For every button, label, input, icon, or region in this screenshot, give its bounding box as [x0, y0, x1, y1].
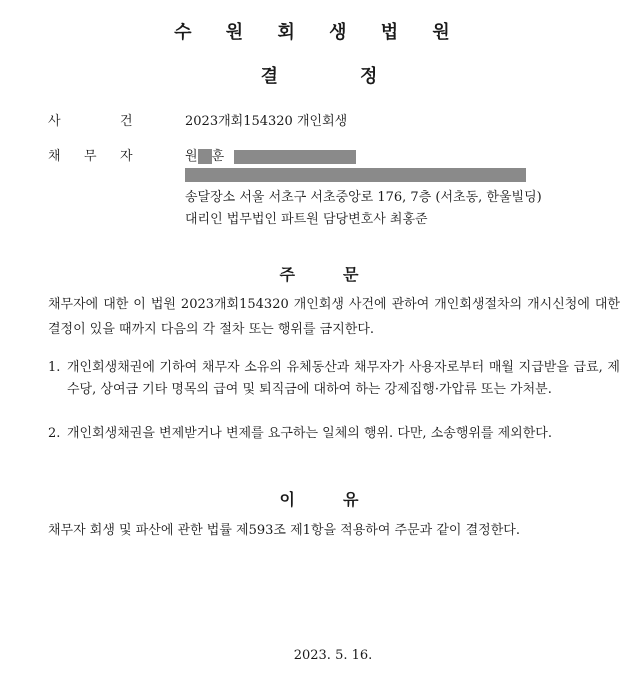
order-title-right: 문: [343, 265, 359, 284]
decision-date: 2023. 5. 16.: [293, 648, 373, 663]
order-item: [48, 423, 620, 445]
redacted-name-block: [198, 149, 212, 164]
order-item-text: 개인회생채권을 변제받거나 변제를 요구하는 일체의 행위. 다만, 소송행위를 제외한다.: [67, 426, 552, 441]
debtor-name-last: 훈: [211, 149, 225, 164]
court-name: 수 원 회 생 법 원: [174, 22, 464, 43]
document-type-left: 결: [260, 66, 278, 87]
redacted-id-block: [234, 150, 356, 164]
reason-title-right: 유: [343, 490, 359, 509]
debtor-name-first: 원: [185, 149, 198, 164]
order-item: [48, 357, 620, 401]
reason-section-title: [0, 487, 638, 510]
service-address: 송달장소 서울 서초구 서초중앙로 176, 7층 (서초동, 한울빌딩): [185, 190, 542, 205]
debtor-label: [48, 145, 185, 164]
document-type-title: [0, 62, 638, 88]
order-section-title: [0, 262, 638, 285]
case-label: [48, 110, 185, 129]
order-intro-paragraph: 채무자에 대한 이 법원 2023개회154320 개인회생 사건에 관하여 개인회생절차의 개시신청에 대한 결정이 있을 때까지 다음의 각 절차 또는 행위를 금지한다.: [48, 297, 620, 337]
debtor-label-char: 자: [120, 149, 133, 164]
case-number: 2023개회154320 개인회생: [185, 114, 348, 129]
debtor-label-char: 무: [84, 149, 97, 164]
order-item-number: 2.: [48, 426, 61, 441]
document-type-right: 정: [360, 66, 378, 87]
case-label-char: 사: [48, 114, 61, 129]
representative: 대리인 법무법인 파트원 담당변호사 최홍준: [185, 212, 428, 227]
case-label-char: 건: [120, 114, 133, 129]
debtor-row: [48, 145, 356, 164]
order-item-number: 1.: [48, 360, 61, 375]
debtor-label-char: 채: [48, 149, 61, 164]
case-row: [48, 110, 347, 129]
order-item-text: 개인회생채권에 기하여 채무자 소유의 유체동산과 채무자가 사용자로부터 매월 지급받을 급료, 제수당, 상여금 기타 명목의 급여 및 퇴직금에 대하여 하는 강제집행·가압류 또는 가처분.: [67, 360, 620, 397]
reason-paragraph: 채무자 회생 및 파산에 관한 법률 제593조 제1항을 적용하여 주문과 같이 결정한다.: [48, 523, 520, 538]
order-title-left: 주: [279, 265, 295, 284]
reason-title-left: 이: [279, 490, 295, 509]
redacted-address-block: [185, 168, 526, 182]
